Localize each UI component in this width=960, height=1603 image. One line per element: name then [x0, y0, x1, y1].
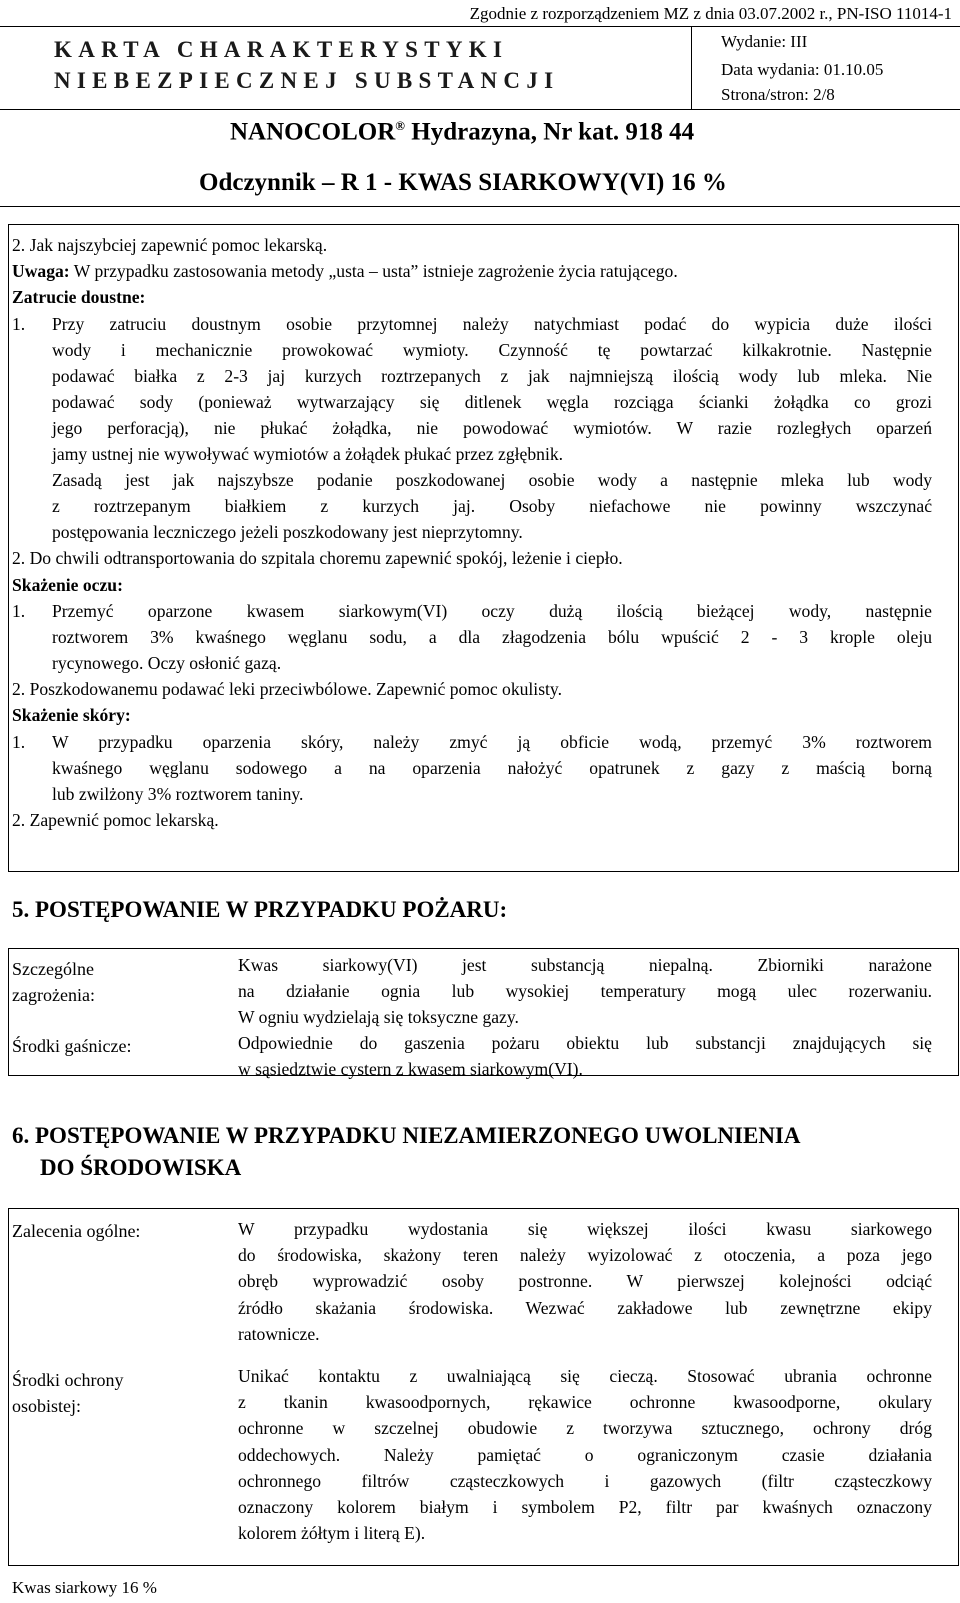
- ingestion-text-line: jego perforacją), nie płukać żołądka, nie powodować wymiotów. W razie rozległych oparzeń: [52, 418, 932, 438]
- footer-product: Kwas siarkowy 16 %: [12, 1578, 157, 1597]
- warning-line: [12, 258, 678, 284]
- general-text-line: ratownicze.: [238, 1323, 320, 1344]
- general-text: [238, 1216, 932, 1347]
- general-label: Zalecenia ogólne:: [12, 1221, 141, 1241]
- section-5-title: 5. POSTĘPOWANIE W PRZYPADKU POŻARU:: [12, 897, 508, 922]
- eye-text-line: Przemyć oparzone kwasem siarkowym(VI) oczy dużą ilością bieżącej wody, następnie: [52, 601, 932, 621]
- eye-text-line: roztworem 3% kwaśnego węglanu sodu, a dla złagodzenia bólu wpuścić 2 - 3 krople oleju: [52, 627, 932, 647]
- ppe-label-line: osobistej:: [12, 1396, 82, 1416]
- general-text-line: obręb wyprowadzić osoby postronne. W pierwszej kolejności odciąć: [238, 1271, 932, 1292]
- ppe-text-line: oddechowych. Należy pamiętać o ograniczonym czasie działania: [238, 1444, 932, 1465]
- section-6-title-line1: 6. POSTĘPOWANIE W PRZYPADKU NIEZAMIERZONEGO UWOLNIENIA: [12, 1123, 801, 1148]
- general-text-line: W przypadku wydostania się większej ilości kwasu siarkowego: [238, 1219, 932, 1239]
- hazards-text-line: W ogniu wydzielają się toksyczne gazy.: [238, 1007, 519, 1028]
- ingestion-heading: Zatrucie doustne:: [12, 287, 146, 307]
- skin-heading: Skażenie skóry:: [12, 705, 131, 725]
- hazards-label: [12, 956, 95, 1008]
- ingestion-text-line: Przy zatruciu doustnym osobie przytomnej należy natychmiast podać do wypicia duże ilości: [52, 314, 932, 334]
- skin-text-line: lub zwilżony 3% roztworem taniny.: [52, 784, 304, 804]
- ppe-text-line: kolorem żółtym i literą E).: [238, 1523, 426, 1544]
- extinguish-text: [238, 1030, 932, 1082]
- eye-item-2: 2. Poszkodowanemu podawać leki przeciwbólowe. Zapewnić pomoc okulisty.: [12, 679, 562, 699]
- edition: Wydanie: III: [721, 32, 808, 51]
- registered-mark: ®: [395, 118, 406, 133]
- ingestion-text-line: jamy ustnej nie wywoływać wymiotów a żołądek płukać przez zgłębnik.: [52, 444, 564, 464]
- extinguish-text-line: w sąsiedztwie cystern z kwasem siarkowym(VI).: [238, 1059, 583, 1080]
- eye-num-1: 1.: [12, 601, 26, 621]
- eye-heading: Skażenie oczu:: [12, 575, 123, 595]
- ppe-text-line: Unikać kontaktu z uwalniającą się cieczą. Stosować ubrania ochronne: [238, 1366, 932, 1386]
- page-number: Strona/stron: 2/8: [721, 85, 835, 104]
- ingestion-item-2: 2. Do chwili odtransportowania do szpitala choremu zapewnić spokój, leżenie i ciepło.: [12, 548, 623, 568]
- document-title-line1: KARTA CHARAKTERYSTYKI: [54, 37, 509, 62]
- hazards-text-line: na działanie ognia lub wysokiej temperatury mogą ulec rozerwaniu.: [238, 981, 932, 1002]
- product-details: Hydrazyna, Nr kat. 918 44: [405, 118, 695, 146]
- ingestion-text-line: podawać sody (ponieważ wytwarzający się ditlenek węgla rozciąga ścianki żołądka co grozi: [52, 392, 932, 412]
- product-brand: NANOCOLOR: [230, 118, 396, 146]
- skin-item-2: 2. Zapewnić pomoc lekarską.: [12, 810, 219, 830]
- hazards-text-line: Kwas siarkowy(VI) jest substancją niepalną. Zbiorniki narażone: [238, 955, 932, 975]
- regulation-note: Zgodnie z rozporządzeniem MZ z dnia 03.07.2002 r., PN-ISO 11014-1: [469, 4, 952, 23]
- ppe-label: [12, 1367, 124, 1419]
- ppe-text-line: oznaczony kolorem białym i symbolem P2, filtr par kwaśnych oznaczony: [238, 1497, 932, 1518]
- ingestion-text-line: postępowania leczniczego jeżeli poszkodowany jest nieprzytomny.: [52, 522, 523, 542]
- ppe-label-line: Środki ochrony: [12, 1370, 124, 1390]
- document-title-line2: NIEBEZPIECZNEJ SUBSTANCJI: [54, 68, 560, 93]
- product-title: [230, 118, 694, 146]
- hazards-label-line: Szczególne: [12, 959, 94, 979]
- skin-text-line: W przypadku oparzenia skóry, należy zmyć ją obficie wodą, przemyć 3% roztworem: [52, 732, 932, 752]
- ppe-text-line: ochronnego filtrów cząsteczkowych i gazowych (filtr cząsteczkowy: [238, 1470, 932, 1491]
- hazards-text: [238, 952, 932, 1031]
- first-aid-item: 2. Jak najszybciej zapewnić pomoc lekarską.: [12, 235, 328, 255]
- ingestion-text-line: wody i mechanicznie prowokować wymioty. Czynność tę powtarzać kilkakrotnie. Następnie: [52, 340, 932, 360]
- header-rule-mid: [0, 109, 960, 110]
- header-rule-bottom: [0, 206, 960, 207]
- ingestion-num-1: 1.: [12, 314, 26, 334]
- ingestion-text-line: z roztrzepanym białkiem z kurzych jaj. Osoby niefachowe nie powinny wszczynać: [52, 496, 932, 516]
- reagent-title: Odczynnik – R 1 - KWAS SIARKOWY(VI) 16 %: [199, 169, 727, 196]
- header-rule-top: [0, 26, 960, 27]
- issue-date: Data wydania: 01.10.05: [721, 60, 884, 79]
- ingestion-text-line: Zasadą jest jak najszybsze podanie poszkodowanej osobie wody a następnie mleka lub wody: [52, 470, 932, 490]
- general-text-line: do środowiska, skażony teren należy wyizolować z otoczenia, a poza jego: [238, 1245, 932, 1266]
- skin-text-line: kwaśnego węglanu sodowego a na oparzenia nałożyć opatrunek z gazy z maścią borną: [52, 758, 932, 778]
- warning-label: Uwaga:: [12, 261, 70, 281]
- eye-text-line: rycynowego. Oczy osłonić gazą.: [52, 653, 282, 673]
- ppe-text: [238, 1363, 932, 1546]
- extinguish-text-line: Odpowiednie do gaszenia pożaru obiektu lub substancji znajdujących się: [238, 1033, 932, 1053]
- header-divider: [691, 26, 692, 109]
- hazards-label-line: zagrożenia:: [12, 985, 95, 1005]
- ppe-text-line: z tkanin kwasoodpornych, rękawice ochronne kwasoodporne, okulary: [238, 1392, 932, 1413]
- warning-text: W przypadku zastosowania metody „usta – usta” istnieje zagrożenie życia ratującego.: [69, 261, 678, 281]
- ppe-text-line: ochronne w szczelnej obudowie z tworzywa sztucznego, ochrony dróg: [238, 1418, 932, 1439]
- skin-num-1: 1.: [12, 732, 26, 752]
- ingestion-text-line: podawać białka z 2-3 jaj kurzych roztrzepanych z jak najmniejszą ilością wody lub mleka. Nie: [52, 366, 932, 386]
- section-6-title-line2: DO ŚRODOWISKA: [40, 1155, 242, 1180]
- general-text-line: źródło skażania środowiska. Wezwać zakładowe lub zewnętrzne ekipy: [238, 1297, 932, 1318]
- extinguish-label: Środki gaśnicze:: [12, 1036, 132, 1056]
